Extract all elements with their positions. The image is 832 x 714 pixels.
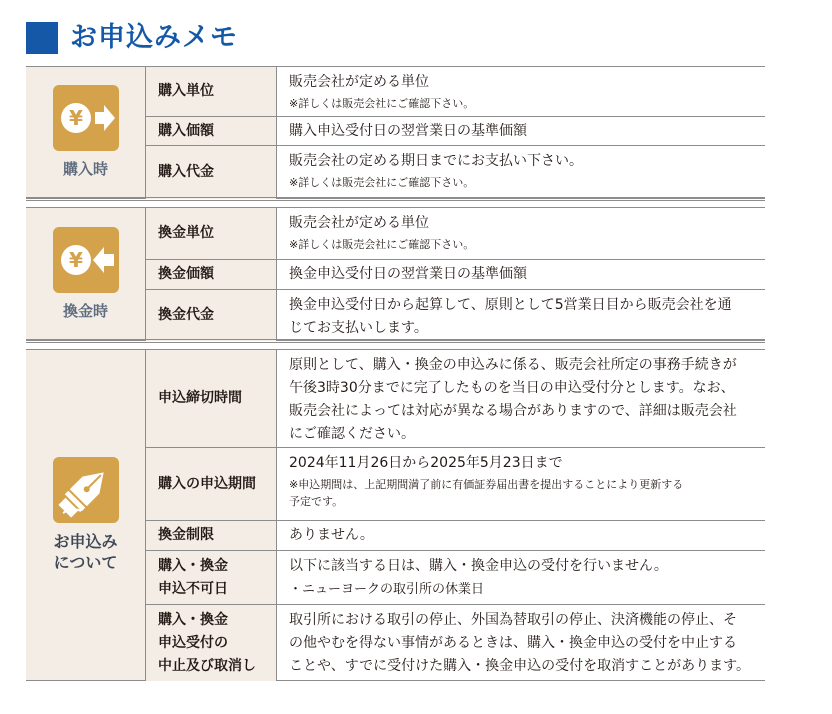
table-row: [146, 116, 765, 145]
value-line: 換金申込受付日から起算して、原則として5営業日目から販売会社を通: [289, 297, 732, 313]
value-line: ことや、すでに受付けた購入・換金申込の受付を取消すことがあります。: [289, 657, 751, 674]
category-label-line: お申込み: [53, 532, 118, 551]
row-label: 購入単位: [146, 67, 277, 116]
row-label-line: 中止及び取消し: [158, 657, 256, 674]
category-label: 換金時: [62, 301, 108, 320]
value-note: [289, 476, 755, 510]
row-label: 購入の申込期間: [146, 448, 277, 520]
value-note: ※詳しくは販売会社にご確認下さい。: [289, 176, 475, 189]
row-value: [278, 350, 765, 447]
row-value: [278, 290, 765, 341]
page-header: [26, 18, 238, 58]
value-line: ・ニューヨークの取引所の休業日: [289, 582, 485, 597]
section-application: [26, 349, 765, 681]
category-purchase: [26, 67, 146, 198]
row-label: 購入代金: [146, 146, 277, 199]
row-label: 換金価額: [146, 260, 277, 289]
value-line: の他やむを得ない事情があるときは、購入・換金申込の受付を中止する: [289, 634, 737, 651]
table-row: [146, 604, 765, 681]
fountain-pen-icon: [53, 457, 119, 523]
row-label: 換金制限: [146, 521, 277, 550]
table-row: [146, 520, 765, 550]
row-value: [278, 521, 765, 550]
value-text: 2024年11月26日から2025年5月23日まで: [289, 455, 563, 471]
value-note-line: ※申込期間は、上記期間満了前に有価証券届出書を提出することにより更新する: [289, 478, 684, 491]
category-application: [26, 350, 146, 680]
value-text: ありません。: [289, 527, 374, 543]
row-label-line: 購入・換金: [158, 611, 228, 628]
section-divider: [26, 339, 765, 343]
value-line: にご確認ください。: [289, 426, 415, 442]
row-value: [278, 67, 765, 116]
table-row: [146, 145, 765, 199]
row-label: 換金単位: [146, 208, 277, 259]
row-label-line: 購入・換金: [158, 557, 228, 574]
table-row: [146, 259, 765, 289]
value-line: 取引所における取引の停止、外国為替取引の停止、決済機能の停止、そ: [289, 611, 737, 628]
row-value: [278, 605, 765, 681]
table-row: [146, 350, 765, 447]
value-line: 午後3時30分までに完了したものを当日の申込受付分とします。なお、: [289, 380, 735, 396]
row-value: [278, 208, 765, 259]
value-line: 販売会社によっては対応が異なる場合がありますので、詳細は販売会社: [289, 403, 737, 419]
svg-text:¥: ¥: [68, 106, 83, 130]
value-note: ※詳しくは販売会社にご確認下さい。: [289, 97, 475, 110]
value-note: ※詳しくは販売会社にご確認下さい。: [289, 238, 475, 251]
value-text: 販売会社の定める期日までにお支払い下さい。: [289, 153, 583, 169]
row-label: 申込締切時間: [146, 350, 277, 447]
yen-arrow-left-icon: [53, 227, 119, 293]
table-row: [146, 550, 765, 604]
table-row: [146, 208, 765, 259]
value-note-line: 予定です。: [289, 495, 344, 508]
section-divider: [26, 197, 765, 201]
row-value: [278, 146, 765, 199]
row-value: [278, 260, 765, 289]
table-row: [146, 447, 765, 520]
row-label: [146, 605, 277, 681]
value-text: 換金申込受付日の翌営業日の基準価額: [289, 266, 527, 282]
value-line: 以下に該当する日は、購入・換金申込の受付を行いません。: [289, 558, 668, 574]
page-title: お申込みメモ: [70, 22, 238, 53]
table-row: [146, 289, 765, 341]
yen-arrow-right-icon: [53, 85, 119, 151]
row-label: 購入価額: [146, 117, 277, 145]
category-label: 購入時: [62, 160, 108, 178]
row-value: [278, 117, 765, 145]
value-text: 販売会社が定める単位: [289, 215, 429, 231]
section-redemption: [26, 207, 765, 341]
title-square-icon: [26, 22, 58, 54]
value-text: 販売会社が定める単位: [289, 74, 429, 90]
value-line: じてお支払いします。: [289, 320, 428, 336]
section-purchase: [26, 66, 765, 199]
category-redemption: [26, 208, 146, 340]
table-row: [146, 67, 765, 116]
row-value: [278, 551, 765, 604]
value-text: 購入申込受付日の翌営業日の基準価額: [289, 122, 527, 139]
row-value: [278, 448, 765, 520]
svg-text:¥: ¥: [68, 247, 83, 272]
category-label-line: について: [53, 553, 118, 572]
category-label: [53, 531, 117, 573]
value-line: 原則として、購入・換金の申込みに係る、販売会社所定の事務手続きが: [289, 357, 737, 373]
row-label-line: 申込不可日: [158, 580, 228, 597]
row-label-line: 申込受付の: [158, 634, 228, 651]
row-label: [146, 551, 277, 604]
row-label: 換金代金: [146, 290, 277, 341]
